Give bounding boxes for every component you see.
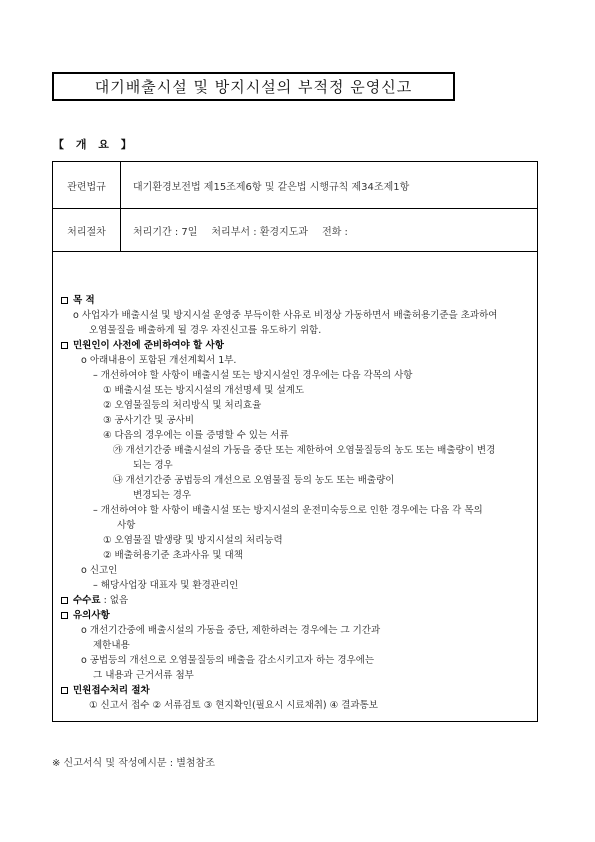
prep-line: ③ 공사기간 및 공사비: [103, 415, 194, 426]
legal-basis-value: 대기환경보전법 제15조제6항 및 같은법 시행규칙 제34조제1항: [133, 181, 410, 193]
checkbox-square-icon: [61, 687, 68, 694]
notes-line: 제한내용: [93, 640, 130, 651]
prep-line: 사항: [117, 520, 136, 531]
notes-line: o 개선기간중에 배출시설의 가동을 중단, 제한하려는 경우에는 그 기간과: [81, 625, 381, 636]
prep-line: – 개선하여야 할 사항이 배출시설 또는 방지시설인 경우에는 다음 각목의 사항: [93, 370, 413, 381]
fee-row: [61, 593, 535, 608]
overview-heading: 【 개 요 】: [53, 138, 133, 151]
prep-line: 되는 경우: [133, 460, 173, 471]
process-steps: ① 신고서 접수 ② 서류검토 ③ 현지확인(필요시 시료채취) ④ 결과통보: [89, 700, 378, 711]
legal-basis-row: [53, 162, 537, 209]
processing-period: 처리기간 : 7일: [133, 226, 198, 238]
purpose-line: 오염물질을 배출하게 될 경우 자진신고를 유도하기 위함.: [89, 325, 322, 336]
prep-line: o 신고인: [81, 565, 118, 576]
notes-header: 유의사항: [61, 608, 535, 623]
legal-basis-label: 관련법규: [53, 162, 121, 208]
procedure-row: [53, 209, 537, 252]
checkbox-square-icon: [61, 612, 68, 619]
details-section: [61, 293, 535, 713]
prep-header: 민원인이 사전에 준비하여야 할 사항: [61, 338, 535, 353]
checkbox-square-icon: [61, 597, 68, 604]
prep-line: ㉯ 개선기간중 공법등의 개선으로 오염물질 등의 농도 또는 배출량이: [113, 475, 395, 486]
procedure-label: 처리절차: [53, 209, 121, 251]
purpose-line: o 사업자가 배출시설 및 방지시설 운영중 부득이한 사유로 비정상 가동하면서 배출허용기준을 초과하여: [73, 310, 498, 321]
prep-line: o 아래내용이 포함된 개선계획서 1부.: [81, 355, 237, 366]
fee-value: : 없음: [103, 595, 129, 606]
prep-line: ④ 다음의 경우에는 이를 증명할 수 있는 서류: [103, 430, 289, 441]
checkbox-square-icon: [61, 342, 68, 349]
procedure-value: [133, 209, 348, 251]
prep-line: – 개선하여야 할 사항이 배출시설 또는 방지시설의 운전미숙등으로 인한 경우에는 다음 각 목의: [93, 505, 483, 516]
overview-frame: [52, 161, 538, 722]
prep-line: – 해당사업장 대표자 및 환경관리인: [93, 580, 239, 591]
processing-department: 처리부서 : 환경지도과: [211, 226, 309, 238]
document-title: [52, 72, 455, 101]
prep-line: 변경되는 경우: [133, 490, 192, 501]
prep-line: ㉮ 개선기간중 배출시설의 가동을 중단 또는 제한하여 오염물질등의 농도 또는 배출량이 변경: [113, 445, 496, 456]
fee-label: 수수료: [73, 595, 101, 606]
checkbox-square-icon: [61, 297, 68, 304]
prep-line: ① 배출시설 또는 방지시설의 개선명세 및 설계도: [103, 385, 304, 396]
notes-line: 그 내용과 근거서류 첨부: [93, 670, 194, 681]
purpose-header: 목 적: [61, 293, 535, 308]
prep-line: ② 오염물질등의 처리방식 및 처리효율: [103, 400, 262, 411]
phone: 전화 :: [322, 226, 348, 238]
prep-line: ② 배출허용기준 초과사유 및 대책: [103, 550, 243, 561]
process-header: 민원접수처리 절차: [61, 683, 535, 698]
footer-note: ※ 신고서식 및 작성예시문 : 별첨참조: [52, 758, 215, 769]
prep-line: ① 오염물질 발생량 및 방지시설의 처리능력: [103, 535, 283, 546]
notes-line: o 공법등의 개선으로 오염물질등의 배출을 감소시키고자 하는 경우에는: [81, 655, 375, 666]
document-title-text: 대기배출시설 및 방지시설의 부적정 운영신고: [94, 78, 413, 96]
